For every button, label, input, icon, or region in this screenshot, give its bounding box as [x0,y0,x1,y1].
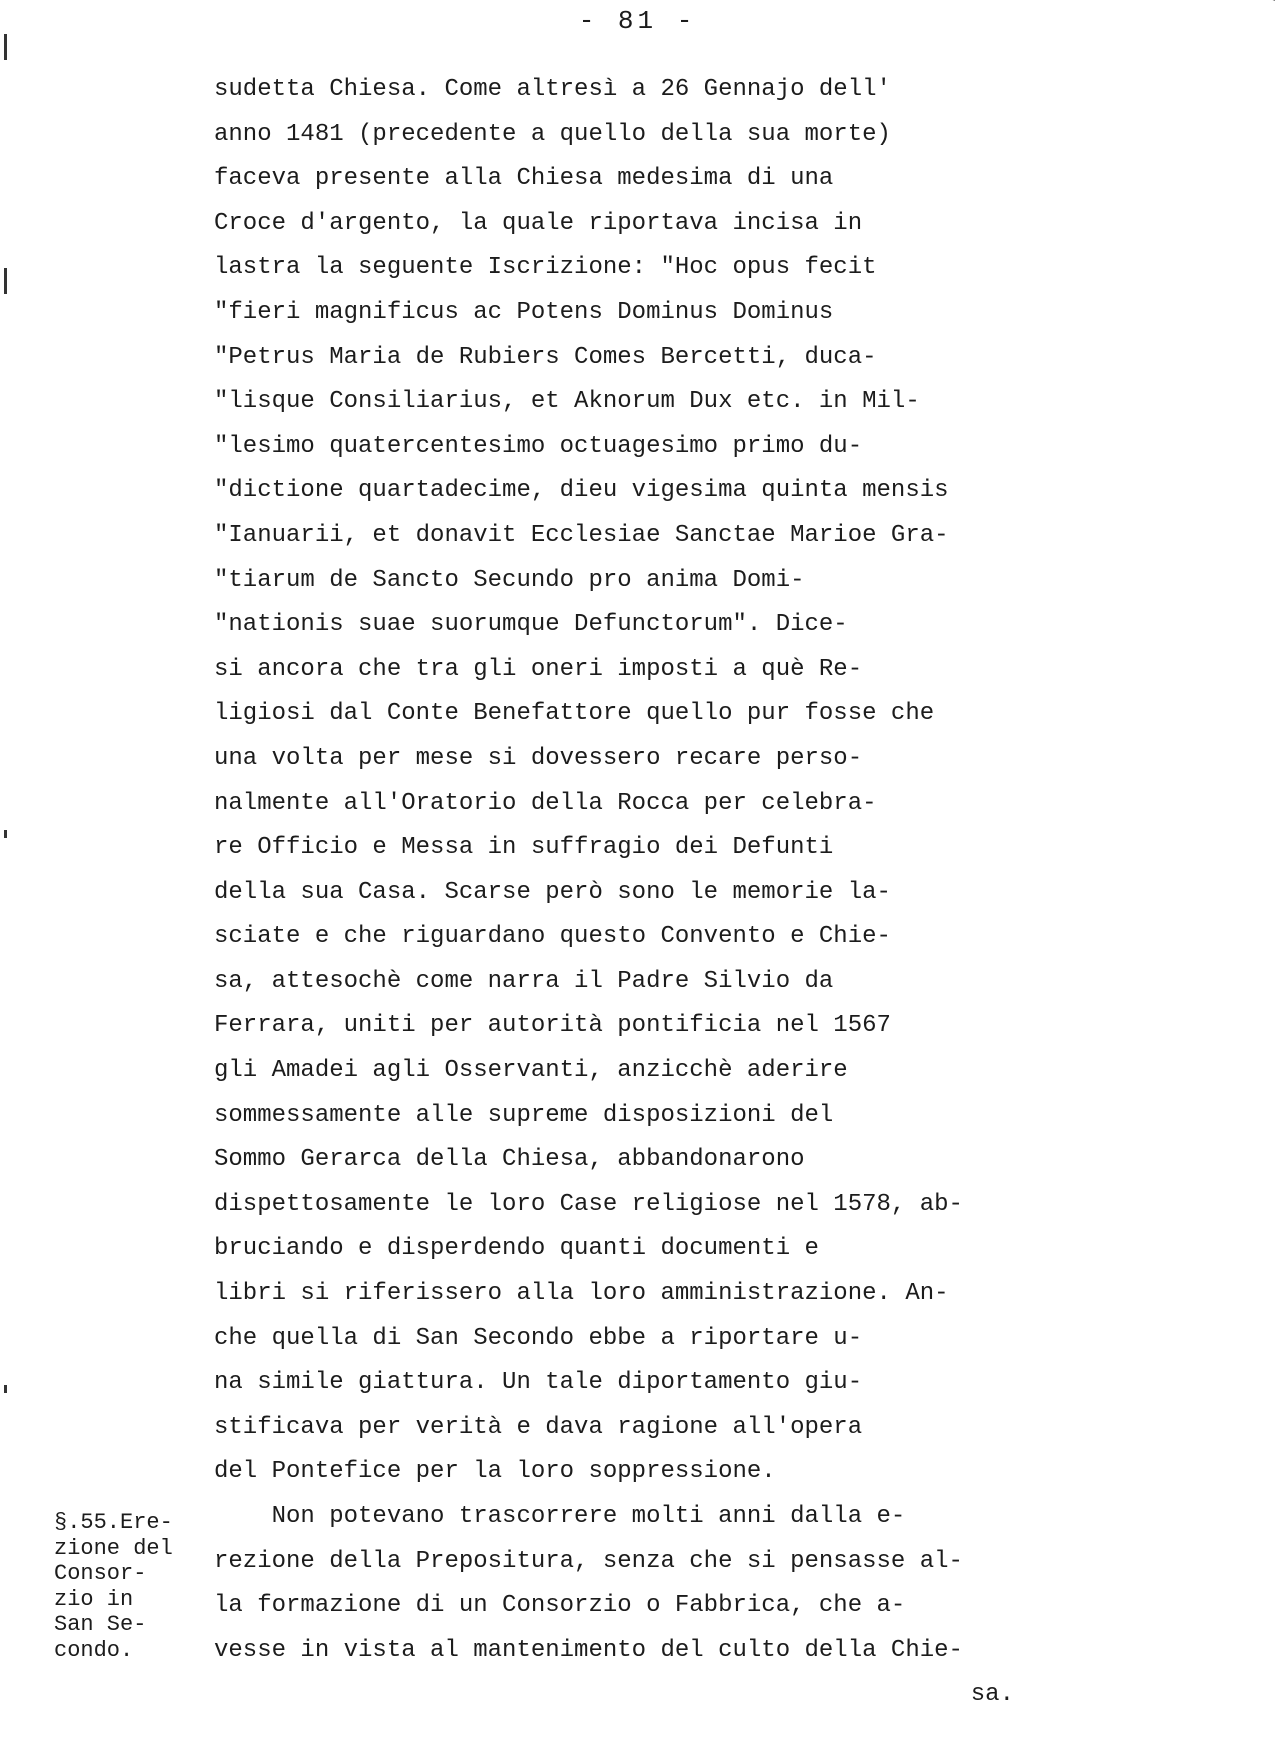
text-line: dispettosamente le loro Case religiose nel 1578, ab- [214,1190,963,1218]
text-line: che quella di San Secondo ebbe a riportare u- [214,1324,863,1352]
text-line: una volta per mese si dovessero recare perso- [214,744,863,772]
text-line: ligiosi dal Conte Benefattore quello pur fosse che [214,700,935,728]
text-line: rezione della Prepositura, senza che si pensasse al- [214,1547,963,1575]
text-line: stificava per verità e dava ragione all'opera [214,1413,863,1441]
text-line: Non potevano trascorrere molti anni dalla e- [214,1503,906,1530]
text-line: la formazione di un Consorzio o Fabbrica, che a- [214,1592,906,1620]
left-edge-mark [4,268,7,294]
text-line: "lisque Consiliarius, et Aknorum Dux etc. in Mil- [214,388,920,416]
text-line: del Pontefice per la loro soppressione. [214,1458,776,1486]
text-line: anno 1481 (precedente a quello della sua morte) [214,120,891,148]
text-line: gli Amadei agli Osservanti, anzicchè aderire [214,1057,848,1085]
margin-note-line: zione del [54,1535,173,1561]
margin-note-line: zio in [54,1586,134,1612]
text-line: Sommo Gerarca della Chiesa, abbandonarono [214,1146,805,1174]
margin-note-line: Consor- [54,1561,147,1586]
text-line: si ancora che tra gli oneri imposti a què Re- [214,655,863,683]
text-line: Croce d'argento, la quale riportava incisa in [214,209,863,237]
text-line: "nationis suae suorumque Defunctorum". Dice- [214,611,848,639]
margin-note-line: §.55.Ere- [54,1510,173,1535]
text-line: sudetta Chiesa. Come altresì a 26 Gennajo dell' [214,76,891,103]
text-line: "fieri magnificus ac Potens Dominus Dominus [214,298,834,326]
margin-note [54,1510,204,1663]
text-line: libri si riferissero alla loro amministrazione. An- [214,1280,949,1308]
body-text [214,68,1014,1718]
left-edge-mark [4,830,7,838]
text-line: na simile giattura. Un tale diportamento giu- [214,1369,863,1397]
margin-note-line: San Se- [54,1612,147,1637]
text-line: della sua Casa. Scarse però sono le memorie la- [214,878,891,906]
left-edge-mark [4,1385,7,1393]
text-line: nalmente all'Oratorio della Rocca per celebra- [214,789,877,817]
text-line: lastra la seguente Iscrizione: "Hoc opus fecit [214,254,877,282]
left-edge-mark [4,34,7,60]
text-line: sa. [970,1681,1014,1709]
text-line: "tiarum de Sancto Secundo pro anima Domi- [214,566,805,594]
text-line: sa, attesochè come narra il Padre Silvio da [214,967,834,995]
text-line: "Ianuarii, et donavit Ecclesiae Sanctae Marioe Gra- [214,521,949,549]
text-line: bruciando e disperdendo quanti documenti e [214,1235,819,1263]
text-line: sommessamente alle supreme disposizioni del [214,1101,834,1129]
text-line: re Officio e Messa in suffragio dei Defunti [214,834,834,862]
text-line: Ferrara, uniti per autorità pontificia nel 1567 [214,1012,891,1040]
text-line: vesse in vista al mantenimento del culto della Chie- [214,1636,963,1664]
text-line: "dictione quartadecime, dieu vigesima quinta mensis [214,477,949,505]
text-line: "Petrus Maria de Rubiers Comes Bercetti, duca- [214,343,877,371]
margin-note-line: condo. [54,1637,134,1663]
text-line: "lesimo quatercentesimo octuagesimo primo du- [214,432,863,460]
text-line: sciate e che riguardano questo Convento e Chie- [214,923,891,951]
text-line: faceva presente alla Chiesa medesima di una [214,165,834,193]
page-number: - 81 - [578,6,697,36]
